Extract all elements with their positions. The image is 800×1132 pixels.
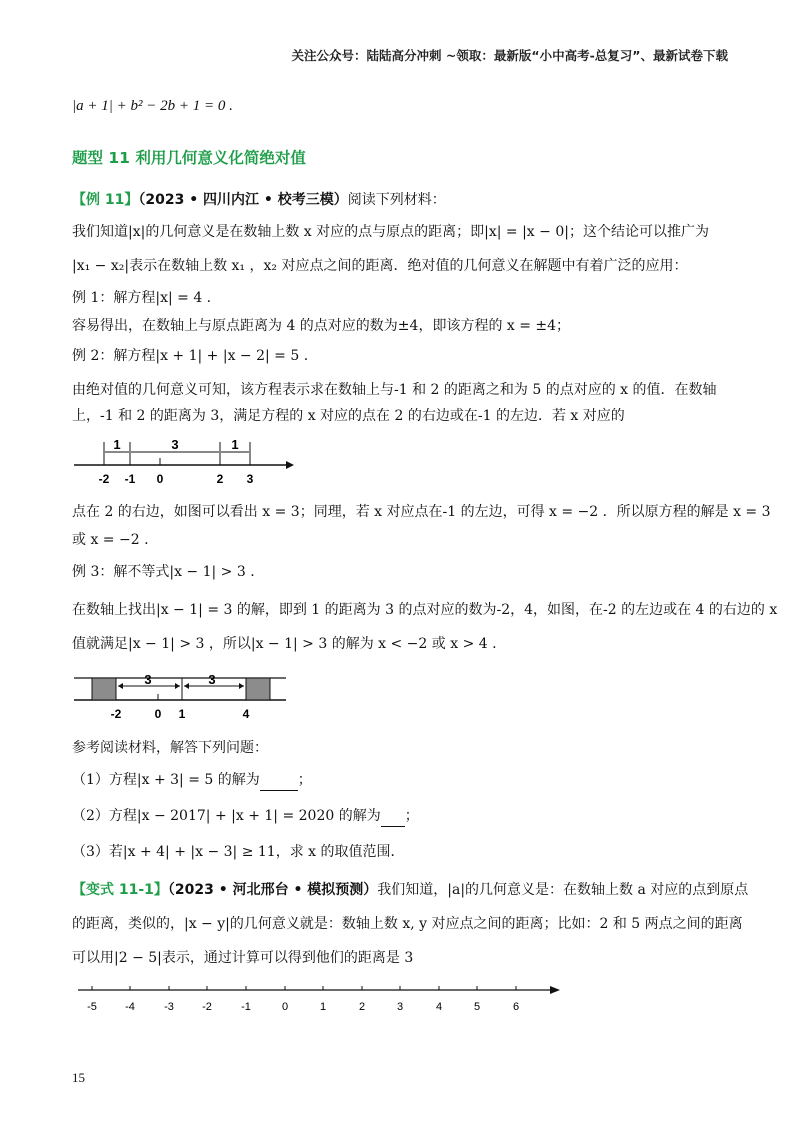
paragraph-line: 值就满足|x − 1| > 3 ，所以|x − 1| > 3 的解为 x < −2 或 x > 4 . — [72, 636, 497, 652]
tick-label: 2 — [216, 472, 224, 486]
tick-label: 1 — [319, 1001, 327, 1013]
paragraph-line: 或 x = −2 . — [72, 532, 149, 548]
segment-label: 1 — [231, 437, 239, 452]
number-line-figure-1 — [72, 432, 302, 490]
variant-tag: 【变式 11-1】 — [72, 882, 168, 898]
tick-label: 2 — [358, 1001, 366, 1013]
paragraph-line: 容易得出，在数轴上与原点距离为 4 的点对应的数为±4，即该方程的 x = ±4； — [72, 318, 571, 334]
paragraph-line: 可以用|2 − 5|表示，通过计算可以得到他们的距离是 3 — [72, 950, 414, 966]
paragraph-line: 我们知道|x|的几何意义是在数轴上数 x 对应的点与原点的距离；即|x| = |x − 0|；这个结论可以推广为 — [72, 224, 709, 240]
tick-label: -1 — [241, 1001, 251, 1013]
tick-label: -2 — [202, 1001, 212, 1013]
tick-label: 0 — [154, 707, 162, 721]
paragraph-line: 例 1：解方程|x| = 4 . — [72, 290, 212, 306]
axis-arrow — [286, 461, 294, 469]
arrow-head — [184, 683, 189, 689]
example-heading — [72, 190, 446, 210]
tick-label: 0 — [156, 472, 164, 486]
question-2: （2）方程|x − 2017| + |x + 1| = 2020 的解为 ； — [72, 806, 419, 827]
page-header: 关注公众号：陆陆高分冲刺 ~领取：最新版“小中高考-总复习”、最新试卷下载 — [291, 48, 728, 63]
paragraph-line: 的距离，类似的，|x − y|的几何意义就是：数轴上数 x, y 对应点之间的距离；比如：2 和 5 两点之间的距离 — [72, 916, 743, 932]
section-title: 题型 11 利用几何意义化简绝对值 — [72, 149, 306, 167]
paragraph-line: 参考阅读材料，解答下列问题： — [72, 740, 268, 756]
answer-blank[interactable] — [260, 770, 298, 791]
tick-label: 5 — [473, 1001, 481, 1013]
answer-blank[interactable] — [381, 806, 405, 827]
question-1: （1）方程|x + 3| = 5 的解为 ； — [72, 770, 312, 791]
variant-heading: 【变式 11-1】（2023 • 河北邢台 • 模拟预测）我们知道，|a|的几何意义是：在数轴上数 a 对应的点到原点 — [72, 882, 749, 898]
segment-label: 3 — [144, 672, 152, 687]
paragraph-line: 在数轴上找出|x − 1| = 3 的解，即到 1 的距离为 3 的点对应的数为-2，4，如图，在-2 的左边或在 4 的右边的 x — [72, 602, 778, 618]
paragraph-line: |x₁ − x₂|表示在数轴上数 x₁ ，x₂ 对应点之间的距离．绝对值的几何意义在解题中有着广泛的应用： — [72, 258, 688, 274]
arrow-head — [239, 683, 244, 689]
number-line-figure-2 — [72, 666, 302, 724]
arrow-head — [118, 683, 123, 689]
tick-label: -2 — [110, 707, 122, 721]
example-source: （2023 • 四川内江 • 校考三模） — [138, 192, 348, 208]
variant-source: （2023 • 河北邢台 • 模拟预测） — [167, 882, 378, 898]
tick-label: 1 — [178, 707, 186, 721]
paragraph-line: 上，-1 和 2 的距离为 3，满足方程的 x 对应的点在 2 的右边或在-1 的左边．若 x 对应的 — [72, 408, 625, 424]
segment-label: 3 — [208, 672, 216, 687]
number-line-figure-3 — [72, 980, 572, 1020]
arrow-head — [175, 683, 180, 689]
page-number: 15 — [72, 1070, 85, 1085]
tick-label: -5 — [87, 1001, 97, 1013]
tick-label: -3 — [164, 1001, 174, 1013]
shaded-region-left — [92, 678, 116, 700]
tick-label: -4 — [125, 1001, 135, 1013]
shaded-region-right — [246, 678, 270, 700]
tick-label: 3 — [396, 1001, 404, 1013]
tick-label: -1 — [124, 472, 136, 486]
paragraph-line: 例 3：解不等式|x − 1| > 3 . — [72, 564, 255, 580]
axis-arrow — [550, 986, 560, 994]
equation-line: |a + 1| + b² − 2b + 1 = 0 . — [72, 98, 233, 114]
tick-label: 4 — [435, 1001, 443, 1013]
segment-label: 1 — [113, 437, 121, 452]
tick-label: 4 — [242, 707, 250, 721]
tick-label: 3 — [246, 472, 254, 486]
paragraph-line: 例 2：解方程|x + 1| + |x − 2| = 5 . — [72, 348, 309, 364]
paragraph-line: 由绝对值的几何意义可知，该方程表示求在数轴上与-1 和 2 的距离之和为 5 的点对应的 x 的值．在数轴 — [72, 382, 717, 398]
tick-label: 6 — [512, 1001, 520, 1013]
segment-label: 3 — [171, 437, 179, 452]
paragraph-line: 点在 2 的右边，如图可以看出 x = 3；同理，若 x 对应点在-1 的左边，可得 x = −2 ．所以原方程的解是 x = 3 — [72, 504, 771, 520]
tick-label: 0 — [281, 1001, 289, 1013]
question-3: （3）若|x + 4| + |x − 3| ≥ 11，求 x 的取值范围． — [72, 844, 405, 860]
example-intro: 阅读下列材料： — [347, 192, 446, 208]
tick-label: -2 — [98, 472, 110, 486]
example-tag: 【例 11】 — [72, 192, 139, 208]
